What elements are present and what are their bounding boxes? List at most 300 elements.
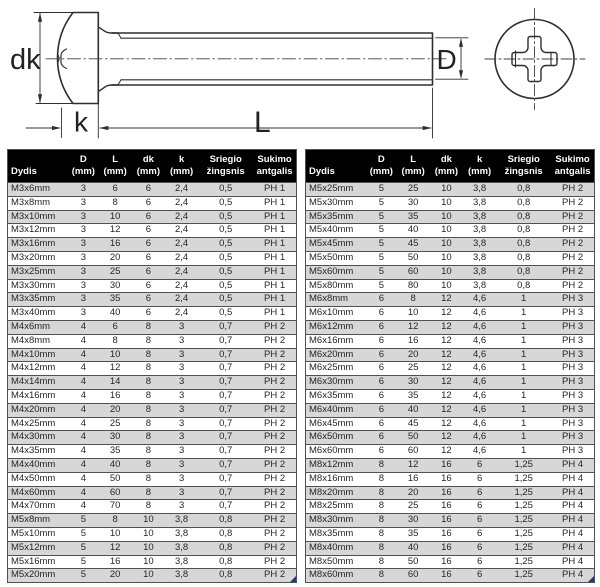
value-cell: 8: [366, 458, 396, 472]
value-cell: PH 3: [551, 376, 594, 390]
spec-row: [8, 431, 297, 445]
spec-row: [8, 458, 297, 472]
value-cell: 16: [430, 555, 463, 569]
value-cell: 0,7: [198, 376, 253, 390]
value-cell: 3: [68, 265, 98, 279]
value-cell: PH 2: [551, 251, 594, 265]
value-cell: 8: [132, 376, 165, 390]
value-cell: 6: [366, 293, 396, 307]
value-cell: 3: [165, 431, 198, 445]
value-cell: 12: [430, 403, 463, 417]
value-cell: 50: [397, 251, 430, 265]
value-cell: 6: [132, 293, 165, 307]
value-cell: 4,6: [463, 417, 496, 431]
size-cell: M8x16mm: [306, 472, 367, 486]
size-cell: M8x40mm: [306, 541, 367, 555]
spec-row: [8, 527, 297, 541]
value-cell: 10: [132, 527, 165, 541]
spec-row: [306, 555, 595, 569]
value-cell: PH 4: [551, 541, 594, 555]
d-label: D: [436, 44, 457, 75]
size-cell: M5x8mm: [8, 514, 69, 528]
spec-row: [306, 541, 595, 555]
spec-row: [306, 334, 595, 348]
value-cell: 8: [132, 500, 165, 514]
value-cell: 16: [430, 569, 463, 583]
size-cell: M4x20mm: [8, 403, 69, 417]
value-cell: 3,8: [165, 541, 198, 555]
value-cell: 45: [397, 417, 430, 431]
value-cell: 12: [430, 431, 463, 445]
d-arrow-up: [459, 38, 463, 47]
value-cell: 3,8: [463, 279, 496, 293]
value-cell: 0,7: [198, 458, 253, 472]
value-cell: 14: [99, 376, 132, 390]
value-cell: PH 4: [551, 555, 594, 569]
size-cell: M8x25mm: [306, 500, 367, 514]
value-cell: PH 2: [253, 389, 296, 403]
value-cell: 1,25: [496, 472, 551, 486]
size-cell: M6x45mm: [306, 417, 367, 431]
l-arrow-left: [99, 126, 108, 130]
value-cell: 6: [463, 514, 496, 528]
value-cell: 0,7: [198, 472, 253, 486]
value-cell: PH 2: [551, 265, 594, 279]
k-label: k: [74, 106, 88, 138]
value-cell: 12: [99, 541, 132, 555]
value-cell: 25: [397, 500, 430, 514]
value-cell: 12: [430, 362, 463, 376]
value-cell: PH 1: [253, 293, 296, 307]
size-cell: M4x16mm: [8, 389, 69, 403]
value-cell: 8: [132, 486, 165, 500]
value-cell: PH 4: [551, 472, 594, 486]
value-cell: 25: [99, 417, 132, 431]
value-cell: 0,5: [198, 196, 253, 210]
value-cell: 3,8: [463, 196, 496, 210]
spec-row: [8, 307, 297, 321]
neck-fillet-top: [98, 27, 118, 33]
value-cell: 10: [99, 210, 132, 224]
spec-row: [306, 293, 595, 307]
column-header: L (mm): [397, 150, 430, 183]
value-cell: 5: [68, 555, 98, 569]
spec-row: [306, 486, 595, 500]
dk-arrow-down: [38, 94, 42, 103]
size-cell: M4x60mm: [8, 486, 69, 500]
spec-table-right: [305, 149, 595, 583]
value-cell: 1: [496, 417, 551, 431]
value-cell: 35: [99, 293, 132, 307]
size-cell: M4x10mm: [8, 348, 69, 362]
size-cell: M4x25mm: [8, 417, 69, 431]
value-cell: 2,4: [165, 279, 198, 293]
spec-row: [8, 445, 297, 459]
value-cell: 3,8: [463, 210, 496, 224]
value-cell: 10: [430, 251, 463, 265]
value-cell: 25: [99, 265, 132, 279]
value-cell: 10: [430, 279, 463, 293]
value-cell: 6: [463, 541, 496, 555]
value-cell: 3: [68, 279, 98, 293]
size-cell: M8x60mm: [306, 569, 367, 583]
value-cell: 30: [397, 376, 430, 390]
value-cell: 5: [366, 238, 396, 252]
value-cell: PH 3: [551, 403, 594, 417]
spec-row: [8, 224, 297, 238]
value-cell: 5: [68, 527, 98, 541]
value-cell: 2,4: [165, 265, 198, 279]
value-cell: 3: [165, 389, 198, 403]
value-cell: 6: [132, 224, 165, 238]
value-cell: 3,8: [463, 251, 496, 265]
value-cell: 5: [68, 569, 98, 583]
value-cell: 6: [463, 472, 496, 486]
value-cell: 6: [99, 183, 132, 197]
value-cell: 16: [397, 472, 430, 486]
value-cell: 30: [99, 431, 132, 445]
spec-row: [306, 265, 595, 279]
value-cell: PH 4: [551, 569, 594, 583]
value-cell: 4,6: [463, 362, 496, 376]
spec-row: [306, 569, 595, 583]
value-cell: 3,8: [463, 224, 496, 238]
value-cell: 35: [99, 445, 132, 459]
spec-row: [8, 376, 297, 390]
value-cell: 3: [165, 348, 198, 362]
value-cell: PH 1: [253, 251, 296, 265]
size-cell: M3x25mm: [8, 265, 69, 279]
value-cell: 12: [397, 458, 430, 472]
value-cell: 0,5: [198, 293, 253, 307]
value-cell: 0,7: [198, 334, 253, 348]
value-cell: 16: [430, 500, 463, 514]
value-cell: 1: [496, 348, 551, 362]
value-cell: 40: [99, 307, 132, 321]
value-cell: 4: [68, 445, 98, 459]
value-cell: 6: [132, 279, 165, 293]
value-cell: 12: [430, 320, 463, 334]
value-cell: PH 2: [253, 431, 296, 445]
spec-table-right-wrap: [305, 149, 595, 583]
value-cell: 60: [99, 486, 132, 500]
value-cell: 6: [366, 376, 396, 390]
value-cell: 16: [430, 472, 463, 486]
column-header: Dydis: [306, 150, 367, 183]
column-header: D (mm): [68, 150, 98, 183]
value-cell: 3: [68, 196, 98, 210]
value-cell: 0,8: [496, 210, 551, 224]
value-cell: 2,4: [165, 293, 198, 307]
value-cell: 12: [430, 417, 463, 431]
size-cell: M6x40mm: [306, 403, 367, 417]
value-cell: 0,7: [198, 362, 253, 376]
value-cell: 1,25: [496, 514, 551, 528]
value-cell: 12: [99, 224, 132, 238]
value-cell: 40: [397, 224, 430, 238]
size-cell: M6x16mm: [306, 334, 367, 348]
value-cell: PH 2: [253, 334, 296, 348]
value-cell: 60: [397, 445, 430, 459]
spec-row: [306, 417, 595, 431]
value-cell: 8: [99, 514, 132, 528]
value-cell: 0,5: [198, 265, 253, 279]
value-cell: PH 4: [551, 527, 594, 541]
value-cell: 6: [366, 362, 396, 376]
value-cell: 5: [366, 265, 396, 279]
size-cell: M4x14mm: [8, 376, 69, 390]
value-cell: PH 2: [253, 486, 296, 500]
value-cell: 10: [132, 541, 165, 555]
spec-row: [8, 320, 297, 334]
value-cell: 0,8: [198, 527, 253, 541]
value-cell: 8: [366, 472, 396, 486]
value-cell: 0,7: [198, 389, 253, 403]
value-cell: 4: [68, 376, 98, 390]
value-cell: PH 2: [253, 348, 296, 362]
value-cell: 6: [463, 569, 496, 583]
size-cell: M5x45mm: [306, 238, 367, 252]
value-cell: 4,6: [463, 320, 496, 334]
size-cell: M8x30mm: [306, 514, 367, 528]
value-cell: 6: [366, 445, 396, 459]
column-header: Dydis: [8, 150, 69, 183]
value-cell: 6: [99, 320, 132, 334]
value-cell: PH 3: [551, 320, 594, 334]
value-cell: 6: [366, 348, 396, 362]
size-cell: M6x35mm: [306, 389, 367, 403]
size-cell: M4x8mm: [8, 334, 69, 348]
spec-row: [8, 362, 297, 376]
value-cell: 0,7: [198, 500, 253, 514]
value-cell: 3: [165, 445, 198, 459]
value-cell: 12: [397, 320, 430, 334]
value-cell: 16: [430, 514, 463, 528]
size-cell: M8x20mm: [306, 486, 367, 500]
value-cell: 8: [132, 458, 165, 472]
size-cell: M8x35mm: [306, 527, 367, 541]
size-cell: M6x60mm: [306, 445, 367, 459]
value-cell: 10: [99, 527, 132, 541]
value-cell: 3: [165, 458, 198, 472]
spec-row: [8, 555, 297, 569]
value-cell: 0,8: [496, 238, 551, 252]
value-cell: PH 2: [253, 472, 296, 486]
size-cell: M3x16mm: [8, 238, 69, 252]
value-cell: PH 1: [253, 238, 296, 252]
size-cell: M6x10mm: [306, 307, 367, 321]
value-cell: 6: [366, 320, 396, 334]
value-cell: 3: [68, 251, 98, 265]
value-cell: PH 2: [253, 458, 296, 472]
value-cell: 2,4: [165, 238, 198, 252]
value-cell: 8: [132, 445, 165, 459]
value-cell: 6: [366, 417, 396, 431]
value-cell: 16: [99, 238, 132, 252]
value-cell: 5: [366, 196, 396, 210]
spec-row: [8, 389, 297, 403]
column-header: Sriegio žingsnis: [198, 150, 253, 183]
size-cell: M3x40mm: [8, 307, 69, 321]
value-cell: 3: [165, 320, 198, 334]
value-cell: 8: [132, 320, 165, 334]
value-cell: 10: [397, 307, 430, 321]
spec-row: [306, 210, 595, 224]
value-cell: 6: [132, 307, 165, 321]
value-cell: 16: [430, 527, 463, 541]
size-cell: M5x35mm: [306, 210, 367, 224]
value-cell: 12: [430, 445, 463, 459]
value-cell: 0,8: [198, 569, 253, 583]
value-cell: 0,5: [198, 224, 253, 238]
value-cell: 0,7: [198, 417, 253, 431]
value-cell: 4: [68, 486, 98, 500]
value-cell: 4,6: [463, 348, 496, 362]
value-cell: PH 2: [253, 514, 296, 528]
value-cell: 4,6: [463, 334, 496, 348]
value-cell: 6: [366, 307, 396, 321]
value-cell: PH 1: [253, 279, 296, 293]
value-cell: 50: [397, 555, 430, 569]
value-cell: 8: [99, 334, 132, 348]
spec-row: [8, 541, 297, 555]
value-cell: PH 4: [551, 514, 594, 528]
spec-row: [8, 265, 297, 279]
size-cell: M4x50mm: [8, 472, 69, 486]
spec-row: [306, 196, 595, 210]
size-cell: M4x6mm: [8, 320, 69, 334]
value-cell: 4,6: [463, 403, 496, 417]
l-label: L: [254, 106, 271, 139]
value-cell: 12: [430, 293, 463, 307]
value-cell: 2,4: [165, 251, 198, 265]
value-cell: 3,8: [165, 527, 198, 541]
value-cell: 3: [68, 210, 98, 224]
value-cell: 5: [366, 210, 396, 224]
column-header: L (mm): [99, 150, 132, 183]
value-cell: 3,8: [463, 265, 496, 279]
value-cell: 2,4: [165, 210, 198, 224]
spec-row: [8, 251, 297, 265]
value-cell: 8: [366, 486, 396, 500]
value-cell: 6: [132, 210, 165, 224]
value-cell: 5: [366, 183, 396, 197]
fill-handle-icon: [588, 576, 594, 582]
value-cell: 0,8: [496, 183, 551, 197]
size-cell: M5x40mm: [306, 224, 367, 238]
value-cell: 3: [68, 293, 98, 307]
value-cell: 10: [430, 265, 463, 279]
size-cell: M3x12mm: [8, 224, 69, 238]
value-cell: 10: [132, 555, 165, 569]
value-cell: 4,6: [463, 376, 496, 390]
size-cell: M8x12mm: [306, 458, 367, 472]
value-cell: 16: [397, 334, 430, 348]
value-cell: 0,8: [496, 224, 551, 238]
value-cell: PH 2: [253, 376, 296, 390]
value-cell: PH 1: [253, 307, 296, 321]
spec-row: [306, 514, 595, 528]
value-cell: 6: [366, 389, 396, 403]
value-cell: 8: [366, 514, 396, 528]
value-cell: 3: [165, 362, 198, 376]
value-cell: 0,7: [198, 486, 253, 500]
value-cell: 3: [165, 486, 198, 500]
value-cell: 6: [132, 251, 165, 265]
value-cell: 4: [68, 431, 98, 445]
size-cell: M5x12mm: [8, 541, 69, 555]
value-cell: 4: [68, 348, 98, 362]
value-cell: PH 3: [551, 334, 594, 348]
value-cell: 12: [430, 348, 463, 362]
size-cell: M4x35mm: [8, 445, 69, 459]
value-cell: 3,8: [463, 238, 496, 252]
header-row: [8, 150, 297, 183]
spec-row: [306, 431, 595, 445]
value-cell: PH 3: [551, 417, 594, 431]
value-cell: 0,5: [198, 279, 253, 293]
value-cell: PH 2: [551, 279, 594, 293]
spec-row: [306, 445, 595, 459]
value-cell: 6: [366, 431, 396, 445]
value-cell: 0,5: [198, 251, 253, 265]
value-cell: 1,25: [496, 458, 551, 472]
value-cell: 8: [366, 555, 396, 569]
value-cell: PH 4: [551, 486, 594, 500]
value-cell: 10: [99, 348, 132, 362]
value-cell: PH 2: [253, 555, 296, 569]
value-cell: 5: [366, 224, 396, 238]
value-cell: 10: [430, 196, 463, 210]
value-cell: 0,7: [198, 403, 253, 417]
spec-row: [306, 238, 595, 252]
value-cell: 1,25: [496, 527, 551, 541]
value-cell: 20: [397, 486, 430, 500]
value-cell: 6: [132, 196, 165, 210]
value-cell: 3: [165, 500, 198, 514]
value-cell: 16: [99, 389, 132, 403]
value-cell: 20: [99, 403, 132, 417]
size-cell: M6x8mm: [306, 293, 367, 307]
size-cell: M8x50mm: [306, 555, 367, 569]
spec-row: [8, 569, 297, 583]
value-cell: 6: [132, 265, 165, 279]
value-cell: 0,7: [198, 320, 253, 334]
column-header: dk (mm): [430, 150, 463, 183]
value-cell: 35: [397, 389, 430, 403]
value-cell: 0,5: [198, 183, 253, 197]
spec-row: [306, 251, 595, 265]
value-cell: 1: [496, 376, 551, 390]
value-cell: 40: [99, 458, 132, 472]
value-cell: PH 3: [551, 389, 594, 403]
spec-row: [8, 238, 297, 252]
spec-row: [8, 472, 297, 486]
value-cell: 40: [397, 541, 430, 555]
column-header: dk (mm): [132, 150, 165, 183]
value-cell: 8: [366, 541, 396, 555]
value-cell: 1: [496, 334, 551, 348]
value-cell: PH 2: [253, 445, 296, 459]
spec-table-left: [7, 149, 297, 583]
value-cell: 1,25: [496, 500, 551, 514]
value-cell: 30: [397, 514, 430, 528]
size-cell: M5x80mm: [306, 279, 367, 293]
value-cell: 0,5: [198, 210, 253, 224]
value-cell: 3: [165, 376, 198, 390]
value-cell: 4,6: [463, 307, 496, 321]
value-cell: 0,8: [496, 196, 551, 210]
